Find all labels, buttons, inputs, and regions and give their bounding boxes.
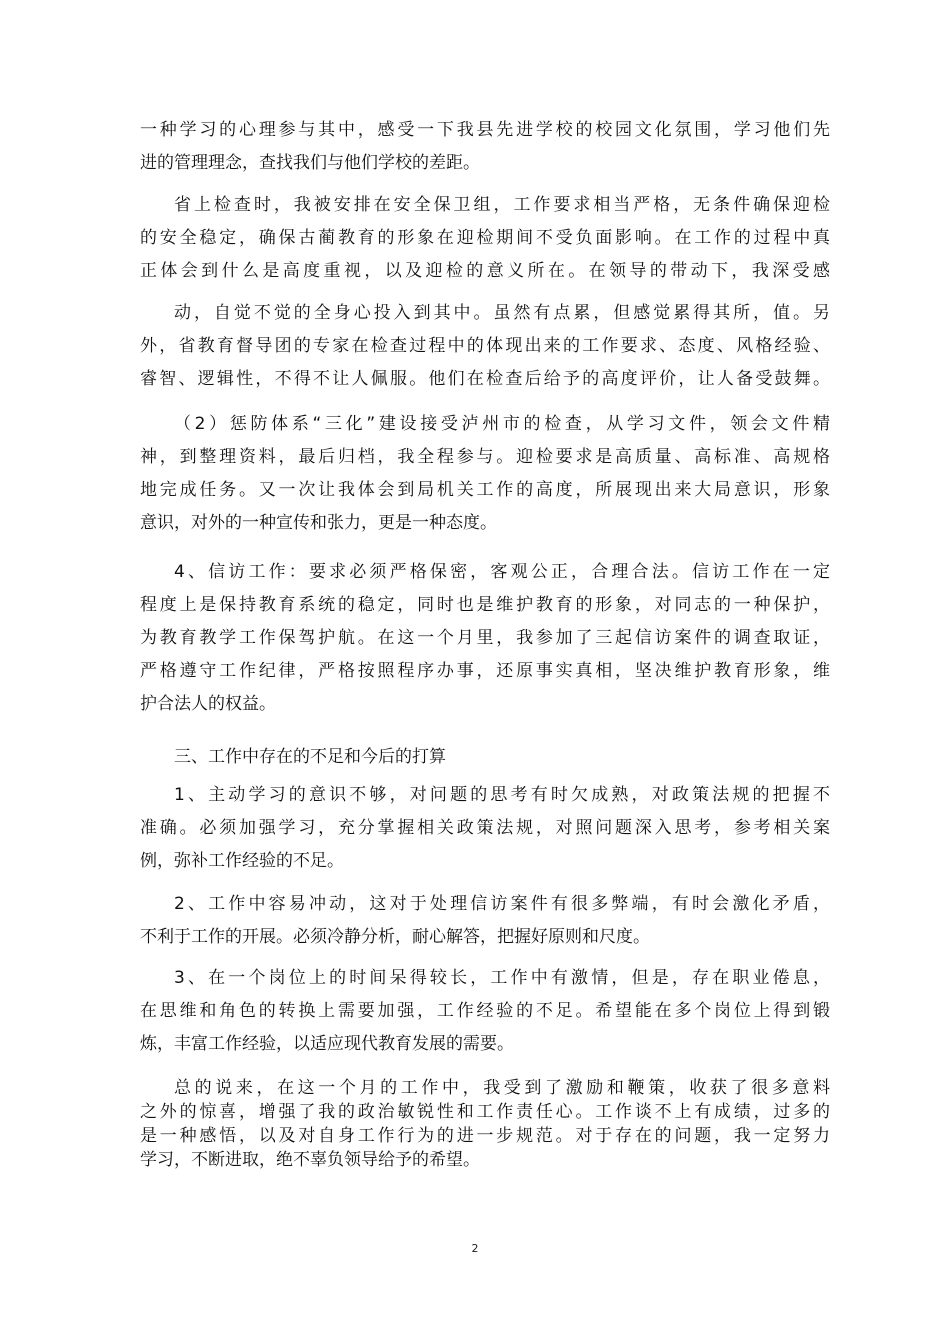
text-line: 4、信访工作：要求必须严格保密，客观公正，合理合法。信访工作在一定: [174, 562, 830, 582]
text-line: 程度上是保持教育系统的稳定，同时也是维护教育的形象，对同志的一种保护，: [140, 595, 830, 615]
text-line: 一种学习的心理参与其中，感受一下我县先进学校的校园文化氛围，学习他们先: [140, 120, 830, 140]
text-line: 护合法人的权益。: [140, 694, 276, 714]
paragraph-item-1: [140, 779, 830, 878]
paragraph-item-3: [140, 962, 830, 1061]
text-line: 省上检查时，我被安排在安全保卫组，工作要求相当严格，无条件确保迎检: [174, 195, 830, 215]
paragraph-feelings: [140, 297, 830, 396]
paragraph-petition-work: [140, 556, 830, 721]
text-line: 3、在一个岗位上的时间呆得较长，工作中有激情，但是，存在职业倦息，: [174, 968, 830, 988]
section-heading: [140, 741, 830, 774]
text-line: 2、工作中容易冲动，这对于处理信访案件有很多弊端，有时会激化矛盾，: [174, 894, 830, 914]
text-line: 不利于工作的开展。必须冷静分析，耐心解答，把握好原则和尺度。: [140, 927, 650, 947]
text-line: 神，到整理资料，最后归档，我全程参与。迎检要求是高质量、高标准、高规格: [140, 447, 830, 467]
paragraph-continuation: [140, 114, 830, 180]
text-line: 严格遵守工作纪律，严格按照程序办事，还原事实真相，坚决维护教育形象，维: [140, 661, 830, 681]
paragraph-item-2: [140, 888, 830, 954]
text-line: 正体会到什么是高度重视，以及迎检的意义所在。在领导的带动下，我深受感: [140, 261, 830, 281]
heading-text: 三、工作中存在的不足和今后的打算: [174, 747, 446, 767]
text-line: 炼，丰富工作经验，以适应现代教育发展的需要。: [140, 1034, 514, 1054]
paragraph-conclusion: [140, 1076, 830, 1172]
text-line: 是一种感悟，以及对自身工作行为的进一步规范。对于存在的问题，我一定努力: [140, 1126, 830, 1146]
paragraph-three-modernizations: [140, 408, 830, 540]
text-line: （2）惩防体系“三化”建设接受泸州市的检查，从学习文件，领会文件精: [174, 414, 830, 434]
text-line: 1、主动学习的意识不够，对问题的思考有时欠成熟，对政策法规的把握不: [174, 785, 830, 805]
text-line: 在思维和角色的转换上需要加强，工作经验的不足。希望能在多个岗位上得到锻: [140, 1001, 830, 1021]
text-line: 例，弥补工作经验的不足。: [140, 851, 344, 871]
text-line: 意识，对外的一种宣传和张力，更是一种态度。: [140, 513, 497, 533]
text-line: 学习，不断进取，绝不辜负领导给予的希望。: [140, 1150, 480, 1170]
text-line: 地完成任务。又一次让我体会到局机关工作的高度，所展现出来大局意识，形象: [140, 480, 830, 500]
text-line: 总的说来，在这一个月的工作中，我受到了激励和鞭策，收获了很多意料: [174, 1078, 830, 1098]
text-line: 之外的惊喜，增强了我的政治敏锐性和工作责任心。工作谈不上有成绩，过多的: [140, 1102, 830, 1122]
text-line: 进的管理理念，查找我们与他们学校的差距。: [140, 153, 480, 173]
text-line: 为教育教学工作保驾护航。在这一个月里，我参加了三起信访案件的调查取证，: [140, 628, 830, 648]
page-number: 2: [471, 1242, 479, 1255]
text-line: 准确。必须加强学习，充分掌握相关政策法规，对照问题深入思考，参考相关案: [140, 818, 830, 838]
text-line: 睿智、逻辑性，不得不让人佩服。他们在检查后给予的高度评价，让人备受鼓舞。: [140, 369, 830, 389]
paragraph-provincial-inspection: [140, 189, 830, 288]
text-line: 动，自觉不觉的全身心投入到其中。虽然有点累，但感觉累得其所，值。另: [174, 303, 830, 323]
text-line: 的安全稳定，确保古蔺教育的形象在迎检期间不受负面影响。在工作的过程中真: [140, 228, 830, 248]
text-line: 外，省教育督导团的专家在检查过程中的体现出来的工作要求、态度、风格经验、: [140, 336, 830, 356]
